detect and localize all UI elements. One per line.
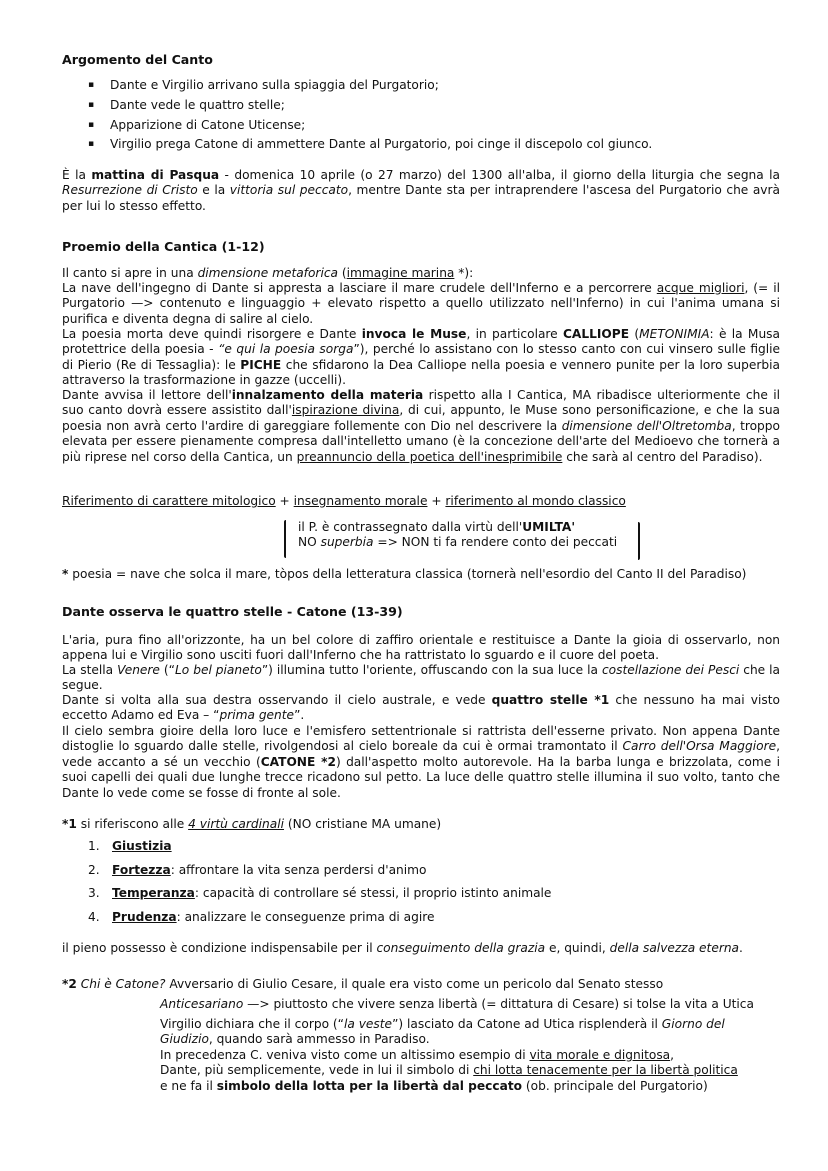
list-item: 4. Prudenza: analizzare le conseguenze prima di agire <box>88 909 435 924</box>
section-title-stelle: Dante osserva le quattro stelle - Catone (13-39) <box>62 604 403 619</box>
bracket-text: il P. è contrassegnato dalla virtù dell'UMILTA' NO superbia => NON ti fa rendere conto dei peccati <box>298 520 618 550</box>
bracket-right <box>634 522 640 560</box>
catone-paragraph: Virgilio dichiara che il corpo (“la veste”) lasciato da Catone ad Utica risplenderà il Giorno del Giudizio, quando sarà ammesso in Paradiso. In precedenza C. veniva visto come un altissimo esempio di vita morale e dignitosa, Dante, più semplicemente, vede in lui il simbolo di chi lotta tenacemente per la libertà politica e ne fa il simbolo della lotta per la libertà dal peccato (ob. principale del Purgatorio) <box>160 1017 738 1093</box>
list-item: ▪ Dante e Virgilio arrivano sulla spiaggia del Purgatorio; <box>88 76 652 96</box>
list-item: 2. Fortezza: affrontare la vita senza perdersi d'animo <box>88 862 427 877</box>
virtues-list <box>88 835 551 929</box>
bracket-left <box>284 520 290 558</box>
list-item: 3. Temperanza: capacità di controllare sé stessi, il proprio istinto animale <box>88 886 552 901</box>
umilta-bracket-box <box>284 518 640 560</box>
note-virtu: *1 si riferiscono alle 4 virtù cardinali (NO cristiane MA umane) <box>62 817 442 831</box>
section-title-argomento: Argomento del Canto <box>62 52 213 67</box>
paragraph-venere: La stella Venere (“Lo bel pianeto”) illumina tutto l'oriente, offuscando con la sua luce la costellazione dei Pesci che la segue. <box>62 663 781 693</box>
paragraph-muse: La poesia morta deve quindi risorgere e Dante invoca le Muse, in particolare CALLIOPE (METONIMIA: è la Musa protettrice della poesia - “e qui la poesia sorga”), perché lo assistano con lo stesso canto con cui vinsero sulle figlie di Pierio (Re di Tessaglia): le PICHE che sfidarono la Dea Calliope nella poesia e vennero punite per la loro superbia attraverso la trasformazione in gazze (uccelli). <box>62 327 780 388</box>
note-catone: *2 Chi è Catone? Avversario di Giulio Cesare, il quale era visto come un pericolo dal Senato stesso <box>62 977 664 991</box>
paragraph-materia: Dante avvisa il lettore dell'innalzamento della materia rispetto alla I Cantica, MA ribadisce ulteriormente che il suo canto dovrà essere assistito dall'ispirazione divina, di cui, appunto, le Muse sono personificazione, e che la sua poesia non avrà certo l'ardire di gareggiare follemente con Dio nel descrivere la dimensione dell'Oltretomba, troppo elevata per essere pienamente compresa dall'intelletto umano (è la concezione dell'arte del Medioevo che tornerà a più riprese nel corso della Cantica, un preannuncio della poetica dell'inesprimibile che sarà al centro del Paradiso). <box>62 388 781 464</box>
riferimenti-line: Riferimento di carattere mitologico + insegnamento morale + riferimento al mondo classico <box>62 494 626 508</box>
paragraph-grazia: il pieno possesso è condizione indispensabile per il conseguimento della grazia e, quindi, della salvezza eterna. <box>62 941 743 955</box>
paragraph-aria: L'aria, pura fino all'orizzonte, ha un bel colore di zaffiro orientale e restituisce a Dante la gioia di osservarlo, non appena lui e Virgilio sono usciti fuori dall'Inferno che ha rattristato lo sguardo e il cuore del poeta. <box>62 633 780 663</box>
paragraph-catone: Il cielo sembra gioire della loro luce e l'emisfero settentrionale si rattrista dell'esserne privato. Non appena Dante distoglie lo sguardo dalle stelle, rivolgendosi al cielo boreale da cui è ormai tramontato il Carro dell'Orsa Maggiore, vede accanto a sé un vecchio (CATONE *2) dall'aspetto molto autorevole. Ha la barba lunga e brizzolata, come i suoi capelli dei quali due lunghe trecce ricadono sul petto. La luce delle quattro stelle illumina il suo volto, tanto che Dante lo vede come se fosse di fronte al sole. <box>62 724 780 800</box>
paragraph-quattro-stelle: Dante si volta alla sua destra osservando il cielo australe, e vede quattro stelle *1 che nessuno ha mai visto eccetto Adamo ed Eva – “prima gente”. <box>62 693 780 723</box>
paragraph-pasqua: È la mattina di Pasqua - domenica 10 aprile (o 27 marzo) del 1300 all'alba, il giorno della liturgia che segna la Resurrezione di Cristo e la vittoria sul peccato, mentre Dante sta per intraprendere l'ascesa del Purgatorio che avrà per lui lo stesso effetto. <box>62 168 781 213</box>
section-title-proemio: Proemio della Cantica (1-12) <box>62 239 265 254</box>
list-item: 1. Giustizia <box>88 839 172 853</box>
catone-line-anticesariano: Anticesariano —> piuttosto che vivere senza libertà (= dittatura di Cesare) si tolse la vita a Utica <box>160 997 754 1011</box>
paragraph-intro: Il canto si apre in una dimensione metaforica (immagine marina *): <box>62 266 474 280</box>
bullet-list <box>88 76 652 155</box>
list-item: ▪ Apparizione di Catone Uticense; <box>88 116 652 136</box>
paragraph-nave: La nave dell'ingegno di Dante si appresta a lasciare il mare crudele dell'Inferno e a percorrere acque migliori, (= il Purgatorio —> contenuto e linguaggio + elevato rispetto a quello utilizzato nell'Inferno) in cui l'anima umana si purifica e diventa degna di salire al cielo. <box>62 281 780 326</box>
list-item: ▪ Virgilio prega Catone di ammettere Dante al Purgatorio, poi cinge il discepolo col giunco. <box>88 135 652 155</box>
footnote-poesia: * poesia = nave che solca il mare, tòpos della letteratura classica (tornerà nell'esordio del Canto II del Paradiso) <box>62 567 747 581</box>
list-item: ▪ Dante vede le quattro stelle; <box>88 96 652 116</box>
